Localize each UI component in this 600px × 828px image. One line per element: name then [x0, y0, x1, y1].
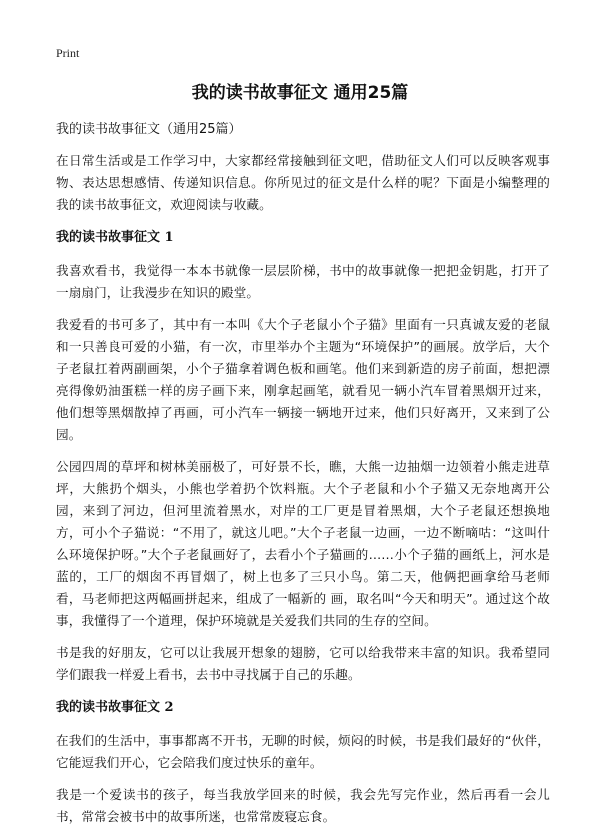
section-heading-2: 我的读书故事征文 2	[56, 700, 174, 715]
section-1-paragraph-3: 公园四周的草坪和树林美丽极了，可好景不长，瞧，大熊一边抽烟一边领着小熊走进草坪，大熊扔个烟头，小熊也学着扔个饮料瓶。大个子老鼠和小个子猫又无奈地离开公园，来到了河边，但河里流着黑水，对岸的工厂更是冒着黑烟，大个子老鼠还想换地方，可小个子猫说：“不用了，就这儿吧。”大个子老鼠一边画，一边不断嘀咕：“这叫什么环境保护呀。”大个子老鼠画好了，去看小个子猫画的……小个子猫的画纸上，河水是蓝的，工厂的烟囱不再冒烟了，树上也多了三只小鸟。第二天，他俩把画拿给马老师看，马老师把这两幅画拼起来，组成了一幅新的 画，取名叫“今天和明天”。通过这个故事，我懂得了一个道理，保护环境就是关爱我们共同的生存的空间。	[56, 459, 550, 628]
intro-paragraph: 在日常生活或是工作学习中，大家都经常接触到征文吧，借助征文人们可以反映客观事物、表达思想感情、传递知识信息。你所见过的征文是什么样的呢？下面是小编整理的我的读书故事征文，欢迎阅读与收藏。	[56, 153, 550, 212]
section-2-paragraph-2: 我是一个爱读书的孩子，每当我放学回来的时候，我会先写完作业，然后再看一会儿书，常常会被书中的故事所迷，也常常废寝忘食。	[56, 787, 550, 824]
section-1-paragraph-1: 我喜欢看书，我觉得一本本书就像一层层阶梯，书中的故事就像一把把金钥匙，打开了一扇扇门，让我漫步在知识的殿堂。	[56, 263, 550, 300]
article-body	[56, 120, 550, 828]
print-link[interactable]: Print	[56, 46, 80, 60]
section-1-paragraph-2: 我爱看的书可多了，其中有一本叫《大个子老鼠小个子猫》里面有一只真诚友爱的老鼠和一只善良可爱的小猫，有一次，市里举办个主题为“环境保护”的画展。放学后，大个子老鼠扛着两副画架，小个子猫拿着调色板和画笔。他们来到新造的房子前面，想把漂亮得像奶油蛋糕一样的房子画下来，刚拿起画笔，就看见一辆小汽车冒着黑烟开过来，他们想等黑烟散掉了再画，可小汽车一辆接一辆地开过来，他们只好离开，又来到了公园。	[56, 317, 550, 442]
article-subtitle: 我的读书故事征文（通用25篇）	[56, 122, 242, 137]
page-title: 我的读书故事征文 通用25篇	[191, 83, 409, 103]
section-heading-1: 我的读书故事征文 1	[56, 230, 174, 245]
section-2-paragraph-1: 在我们的生活中，事事都离不开书，无聊的时候，烦闷的时候，书是我们最好的“伙伴，它能逗我们开心，它会陪我们度过快乐的童年。	[56, 733, 550, 770]
section-1-paragraph-4: 书是我的好朋友，它可以让我展开想象的翅膀，它可以给我带来丰富的知识。我希望同学们跟我一样爱上看书，去书中寻找属于自己的乐趣。	[56, 645, 550, 682]
